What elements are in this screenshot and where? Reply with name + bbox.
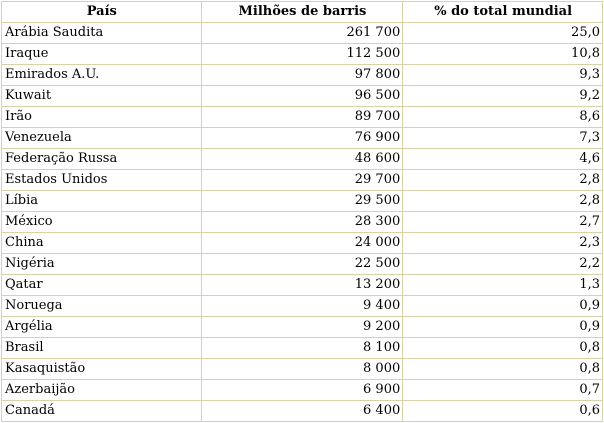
table-row	[2, 44, 603, 65]
cell-country: Noruega	[2, 296, 202, 317]
table-row	[2, 149, 603, 170]
cell-country: Venezuela	[2, 128, 202, 149]
cell-country: Brasil	[2, 338, 202, 359]
cell-barrels: 13 200	[202, 275, 404, 296]
cell-percent: 9,2	[403, 86, 603, 107]
cell-barrels: 24 000	[202, 233, 404, 254]
cell-percent: 2,8	[403, 170, 603, 191]
cell-country: Nigéria	[2, 254, 202, 275]
cell-barrels: 76 900	[202, 128, 404, 149]
cell-country: Argélia	[2, 317, 202, 338]
cell-percent: 0,9	[403, 296, 603, 317]
cell-barrels: 6 900	[202, 380, 404, 401]
table-row	[2, 338, 603, 359]
table-row	[2, 233, 603, 254]
cell-barrels: 96 500	[202, 86, 404, 107]
table-row	[2, 170, 603, 191]
cell-country: Canadá	[2, 401, 202, 422]
cell-barrels: 22 500	[202, 254, 404, 275]
table-row	[2, 23, 603, 44]
table-header-row	[2, 2, 603, 23]
cell-percent: 0,9	[403, 317, 603, 338]
table-row	[2, 359, 603, 380]
table-row	[2, 212, 603, 233]
cell-percent: 7,3	[403, 128, 603, 149]
header-country: País	[2, 2, 202, 23]
cell-barrels: 9 200	[202, 317, 404, 338]
cell-percent: 4,6	[403, 149, 603, 170]
cell-barrels: 6 400	[202, 401, 404, 422]
cell-percent: 1,3	[403, 275, 603, 296]
cell-country: México	[2, 212, 202, 233]
cell-percent: 0,8	[403, 359, 603, 380]
cell-percent: 0,8	[403, 338, 603, 359]
table-row	[2, 86, 603, 107]
cell-percent: 0,6	[403, 401, 603, 422]
cell-country: Kuwait	[2, 86, 202, 107]
cell-country: Kasaquistão	[2, 359, 202, 380]
cell-barrels: 8 000	[202, 359, 404, 380]
cell-barrels: 112 500	[202, 44, 404, 65]
table-row	[2, 296, 603, 317]
cell-country: Líbia	[2, 191, 202, 212]
table-row	[2, 128, 603, 149]
cell-percent: 2,2	[403, 254, 603, 275]
table-row	[2, 317, 603, 338]
cell-country: Azerbaijão	[2, 380, 202, 401]
cell-percent: 2,7	[403, 212, 603, 233]
cell-percent: 2,3	[403, 233, 603, 254]
cell-percent: 2,8	[403, 191, 603, 212]
cell-country: Emirados A.U.	[2, 65, 202, 86]
cell-percent: 8,6	[403, 107, 603, 128]
cell-barrels: 28 300	[202, 212, 404, 233]
table-row	[2, 380, 603, 401]
cell-barrels: 97 800	[202, 65, 404, 86]
cell-barrels: 261 700	[202, 23, 404, 44]
cell-country: China	[2, 233, 202, 254]
cell-percent: 9,3	[403, 65, 603, 86]
cell-country: Irão	[2, 107, 202, 128]
cell-barrels: 9 400	[202, 296, 404, 317]
cell-country: Qatar	[2, 275, 202, 296]
cell-percent: 0,7	[403, 380, 603, 401]
table-row	[2, 191, 603, 212]
table-row	[2, 65, 603, 86]
cell-percent: 25,0	[403, 23, 603, 44]
cell-barrels: 48 600	[202, 149, 404, 170]
cell-barrels: 29 500	[202, 191, 404, 212]
table-row	[2, 401, 603, 422]
header-barrels: Milhões de barris	[202, 2, 404, 23]
oil-reserves-table	[1, 1, 603, 422]
table-row	[2, 254, 603, 275]
table-row	[2, 107, 603, 128]
cell-country: Arábia Saudita	[2, 23, 202, 44]
cell-country: Federação Russa	[2, 149, 202, 170]
cell-barrels: 8 100	[202, 338, 404, 359]
table-row	[2, 275, 603, 296]
cell-country: Estados Unidos	[2, 170, 202, 191]
header-percent: % do total mundial	[403, 2, 603, 23]
cell-country: Iraque	[2, 44, 202, 65]
cell-percent: 10,8	[403, 44, 603, 65]
cell-barrels: 89 700	[202, 107, 404, 128]
cell-barrels: 29 700	[202, 170, 404, 191]
